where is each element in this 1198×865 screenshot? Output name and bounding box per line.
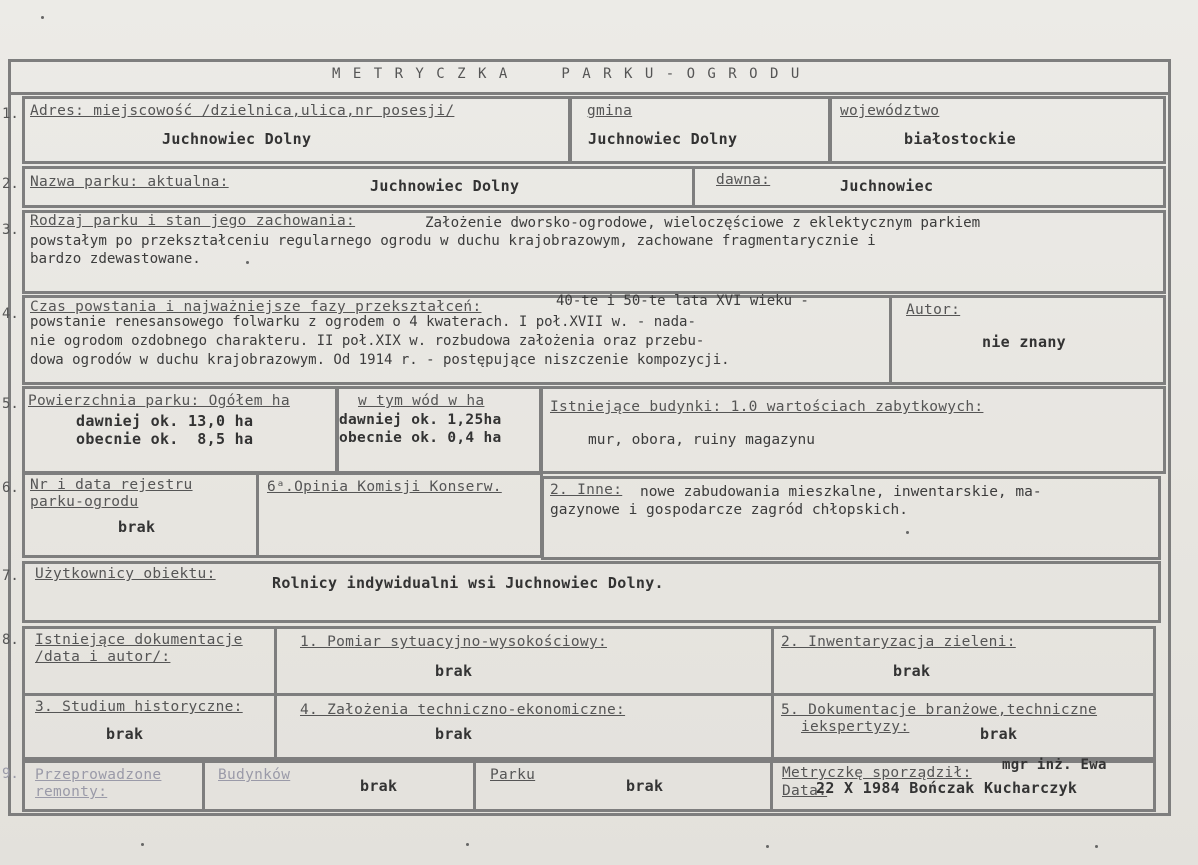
park-name-label: Nazwa parku: aktualna: [30, 174, 229, 190]
doc-4-label: 4. Założenia techniczno-ekonomiczne: [300, 702, 626, 718]
row-number: 4. [2, 306, 19, 322]
divider [8, 92, 1171, 95]
doc-3-label: 3. Studium historyczne: [35, 699, 243, 715]
row-number: 5. [2, 396, 19, 412]
voivodeship-label: województwo [840, 103, 940, 119]
voivodeship-value: białostockie [904, 130, 1016, 148]
area-former: dawniej ok. 13,0 ha [76, 412, 254, 430]
register-value: brak [118, 518, 156, 536]
park-renovation-label: Parku [490, 767, 536, 783]
prepared-by-label: Metryczkę sporządził: [782, 765, 972, 781]
prepared-by-value: mgr inż. Ewa [1002, 757, 1107, 773]
paper-speck [41, 16, 44, 19]
history-line-4: dowa ogrodów w duchu krajobrazowym. Od 1914 r. - postępujące niszczenie kompozycji. [30, 352, 730, 368]
paper-speck [141, 843, 144, 846]
buildings-label: Istniejące budynki: 1.0 wartościach zabytkowych: [550, 399, 984, 415]
former-name-label: dawna: [716, 172, 771, 188]
area-now: obecnie ok. 8,5 ha [76, 430, 254, 448]
row-number: 8. [2, 632, 19, 648]
paper-speck [766, 845, 769, 848]
park-type-line-3: bardzo zdewastowane. [30, 251, 201, 267]
history-line-3: nie ogrodom ozdobnego charakteru. II poł.XIX w. rozbudowa założenia oraz przebu- [30, 333, 705, 349]
paper-speck [466, 843, 469, 846]
opinion-label: 6ᵃ.Opinia Komisji Konserw. [267, 479, 502, 495]
history-label: Czas powstania i najważniejsze fazy przekształceń: [30, 299, 482, 315]
park-type-line-2: powstałym po przekształceniu regularnego ogrodu w duchu krajobrazowym, zachowane fragmentarycznie i [30, 233, 876, 249]
park-renovation-value: brak [626, 777, 664, 795]
register-label-1: Nr i data rejestru [30, 477, 193, 493]
docs-label-1: Istniejące dokumentacje [35, 632, 243, 648]
author-value: nie znany [982, 333, 1066, 351]
row-number: 6. [2, 480, 19, 496]
date-value: 22 X 1984 Bończak Kucharczyk [816, 779, 1078, 797]
other-line-1: nowe zabudowania mieszkalne, inwentarskie, ma- [640, 484, 1042, 500]
row-number: 2. [2, 176, 19, 192]
paper-speck [246, 261, 249, 264]
renovations-label-1: Przeprowadzone [35, 767, 162, 783]
docs-label-2: /data i autor/: [35, 649, 171, 665]
register-label-2: parku-ogrodu [30, 494, 139, 510]
row-number: 3. [2, 222, 19, 238]
row-number: 9. [2, 766, 19, 782]
buildings-renovation-value: brak [360, 777, 398, 795]
doc-5-label-1: 5. Dokumentacje branżowe,techniczne [781, 702, 1098, 718]
park-type-line-1: Założenie dworsko-ogrodowe, wieloczęściowe z eklektycznym parkiem [425, 215, 981, 231]
paper-speck [1095, 845, 1098, 848]
renovations-label-2: remonty: [35, 784, 108, 800]
water-now: obecnie ok. 0,4 ha [339, 430, 502, 446]
doc-4-value: brak [435, 725, 473, 743]
address-value: Juchnowiec Dolny [162, 130, 312, 148]
doc-5-value: brak [980, 725, 1018, 743]
doc-5-label-2: iekspertyzy: [801, 719, 910, 735]
water-label: w tym wód w ha [358, 393, 485, 409]
doc-1-value: brak [435, 662, 473, 680]
doc-1-label: 1. Pomiar sytuacyjno-wysokościowy: [300, 634, 608, 650]
buildings-value: mur, obora, ruiny magazynu [588, 432, 815, 448]
other-line-2: gazynowe i gospodarcze zagród chłopskich. [550, 502, 908, 518]
form-title: M E T R Y C Z K A P A R K U - O G R O D U [332, 66, 802, 82]
history-line-1: 40-te i 50-te lata XVI wieku - [556, 293, 809, 309]
water-former: dawniej ok. 1,25ha [339, 412, 502, 428]
gmina-value: Juchnowiec Dolny [588, 130, 738, 148]
area-label: Powierzchnia parku: Ogółem ha [28, 393, 290, 409]
users-label: Użytkownicy obiektu: [35, 566, 216, 582]
other-label: 2. Inne: [550, 482, 623, 498]
users-value: Rolnicy indywidualni wsi Juchnowiec Dolny. [272, 574, 664, 592]
doc-2-label: 2. Inwentaryzacja zieleni: [781, 634, 1016, 650]
row-number: 7. [2, 568, 19, 584]
date-label: Data: [782, 783, 828, 799]
park-name-value: Juchnowiec Dolny [370, 177, 520, 195]
history-line-2: powstanie renesansowego folwarku z ogrodem o 4 kwaterach. I poł.XVII w. - nada- [30, 314, 696, 330]
park-type-label: Rodzaj parku i stan jego zachowania: [30, 213, 356, 229]
paper-speck [906, 531, 909, 534]
gmina-label: gmina [587, 103, 633, 119]
former-name-value: Juchnowiec [840, 177, 934, 195]
doc-3-value: brak [106, 725, 144, 743]
buildings-renovation-label: Budynków [218, 767, 291, 783]
doc-2-value: brak [893, 662, 931, 680]
row-number: 1. [2, 106, 19, 122]
address-label: Adres: miejscowość /dzielnica,ulica,nr posesji/ [30, 103, 455, 119]
author-label: Autor: [906, 302, 961, 318]
